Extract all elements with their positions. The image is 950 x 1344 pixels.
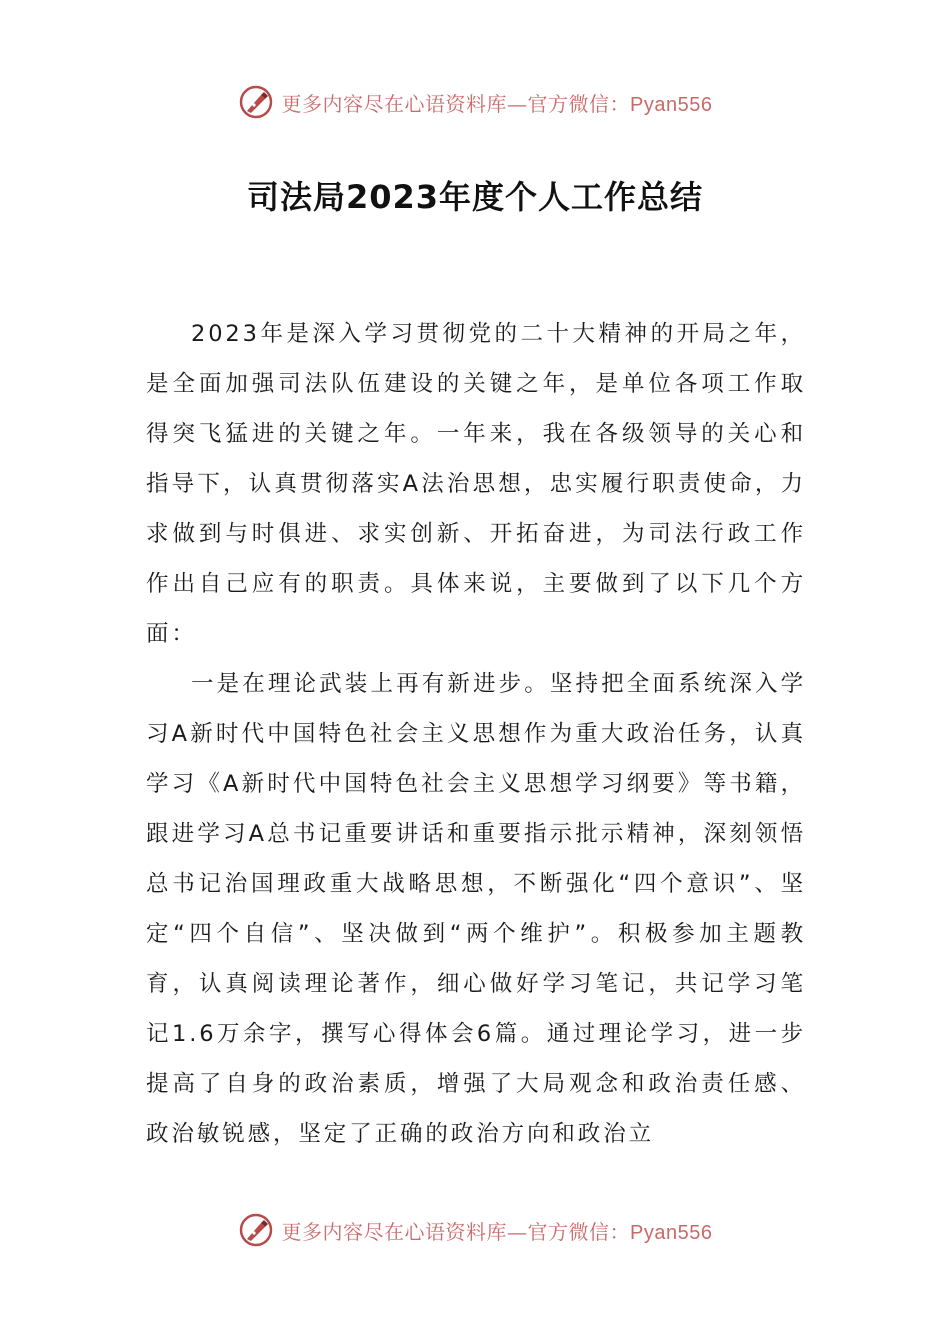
- watermark-footer: [0, 1210, 950, 1250]
- watermark-header: [0, 82, 950, 122]
- pen-nib-icon: [238, 84, 274, 120]
- watermark-handle: Pyan556: [630, 93, 713, 116]
- watermark-text: 更多内容尽在心语资料库—官方微信：Pyan556: [281, 91, 713, 116]
- watermark-handle: Pyan556: [630, 1221, 713, 1244]
- pen-nib-icon: [238, 1212, 274, 1248]
- paragraph-theory: 一是在理论武装上再有新进步。坚持把全面系统深入学习A新时代中国特色社会主义思想作为重大政治任务，认真学习《A新时代中国特色社会主义思想学习纲要》等书籍，跟进学习A总书记重要讲话和重要指示批示精神，深刻领悟总书记治国理政重大战略思想，不断强化“四个意识”、坚定“四个自信”、坚决做到“两个维护”。积极参加主题教育，认真阅读理论著作，细心做好学习笔记，共记学习笔记1.6万余字，撰写心得体会6篇。通过理论学习，进一步提高了自身的政治素质，增强了大局观念和政治责任感、政治敏锐感，坚定了正确的政治方向和政治立: [146, 671, 806, 1147]
- document-body: [146, 309, 806, 1159]
- document-title: 司法局2023年度个人工作总结: [246, 178, 704, 216]
- watermark-text: 更多内容尽在心语资料库—官方微信：Pyan556: [281, 1219, 713, 1244]
- paragraph-intro: 2023年是深入学习贯彻党的二十大精神的开局之年，是全面加强司法队伍建设的关键之年，是单位各项工作取得突飞猛进的关键之年。一年来，我在各级领导的关心和指导下，认真贯彻落实A法治思想，忠实履行职责使命，力求做到与时俱进、求实创新、开拓奋进，为司法行政工作作出自己应有的职责。具体来说，主要做到了以下几个方面：: [146, 321, 806, 647]
